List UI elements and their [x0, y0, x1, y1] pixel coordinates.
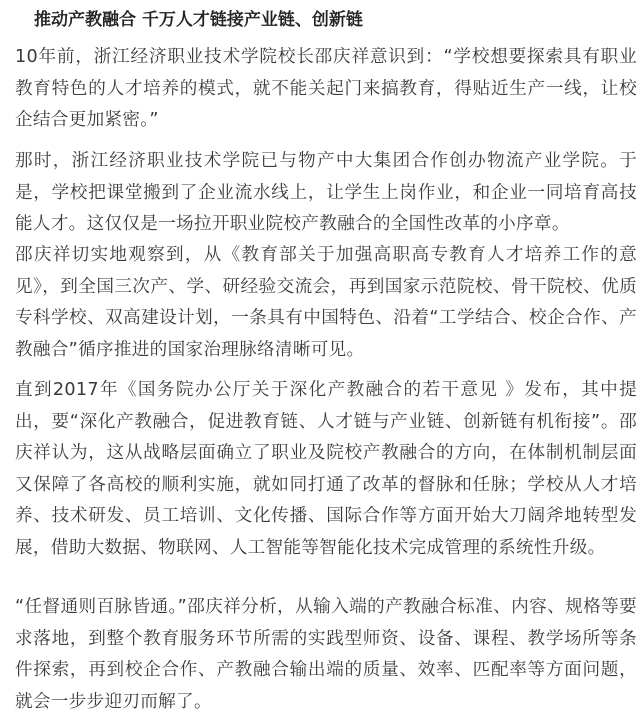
article-paragraph: 直到2017年《国务院办公厅关于深化产教融合的若干意见 》发布，其中提出，要“深化产教融合，促进教育链、人才链与产业链、创新链有机衔接”。邵庆祥认为，这从战略层面确立了职业及院校产教融合的方向，在体制机制层面又保障了各高校的顺利实施，就如同打通了改革的督脉和任脉；学校从人才培养、技术研发、员工培训、文化传播、国际合作等方面开始大刀阔斧地转型发展，借助大数据、物联网、人工智能等智能化技术完成管理的系统性升级。 [15, 380, 637, 558]
article-paragraph: 10年前，浙江经济职业技术学院校长邵庆祥意识到：“学校想要探索具有职业教育特色的人才培养的模式，就不能关起门来搞教育，得贴近生产一线，让校企结合更加紧密。” [15, 47, 637, 130]
article-paragraph: “任督通则百脉皆通。”邵庆祥分析，从输入端的产教融合标准、内容、规格等要求落地，到整个教育服务环节所需的实践型师资、设备、课程、教学场所等条件探索，再到校企合作、产教融合输出端的质量、效率、匹配率等方面问题，就会一步步迎刃而解了。 [15, 597, 637, 712]
article-paragraph: 邵庆祥切实地观察到，从《教育部关于加强高职高专教育人才培养工作的意见》，到全国三次产、学、研经验交流会，再到国家示范院校、骨干院校、优质专科学校、双高建设计划，一条具有中国特色、沿着“工学结合、校企合作、产教融合”循序推进的国家治理脉络清晰可见。 [15, 245, 637, 360]
article-heading: 推动产教融合 千万人才链接产业链、创新链 [34, 10, 363, 30]
article-paragraph: 那时，浙江经济职业技术学院已与物产中大集团合作创办物流产业学院。于是，学校把课堂搬到了企业流水线上，让学生上岗作业，和企业一同培育高技能人才。这仅仅是一场拉开职业院校产教融合的全国性改革的小序章。 [15, 151, 637, 234]
